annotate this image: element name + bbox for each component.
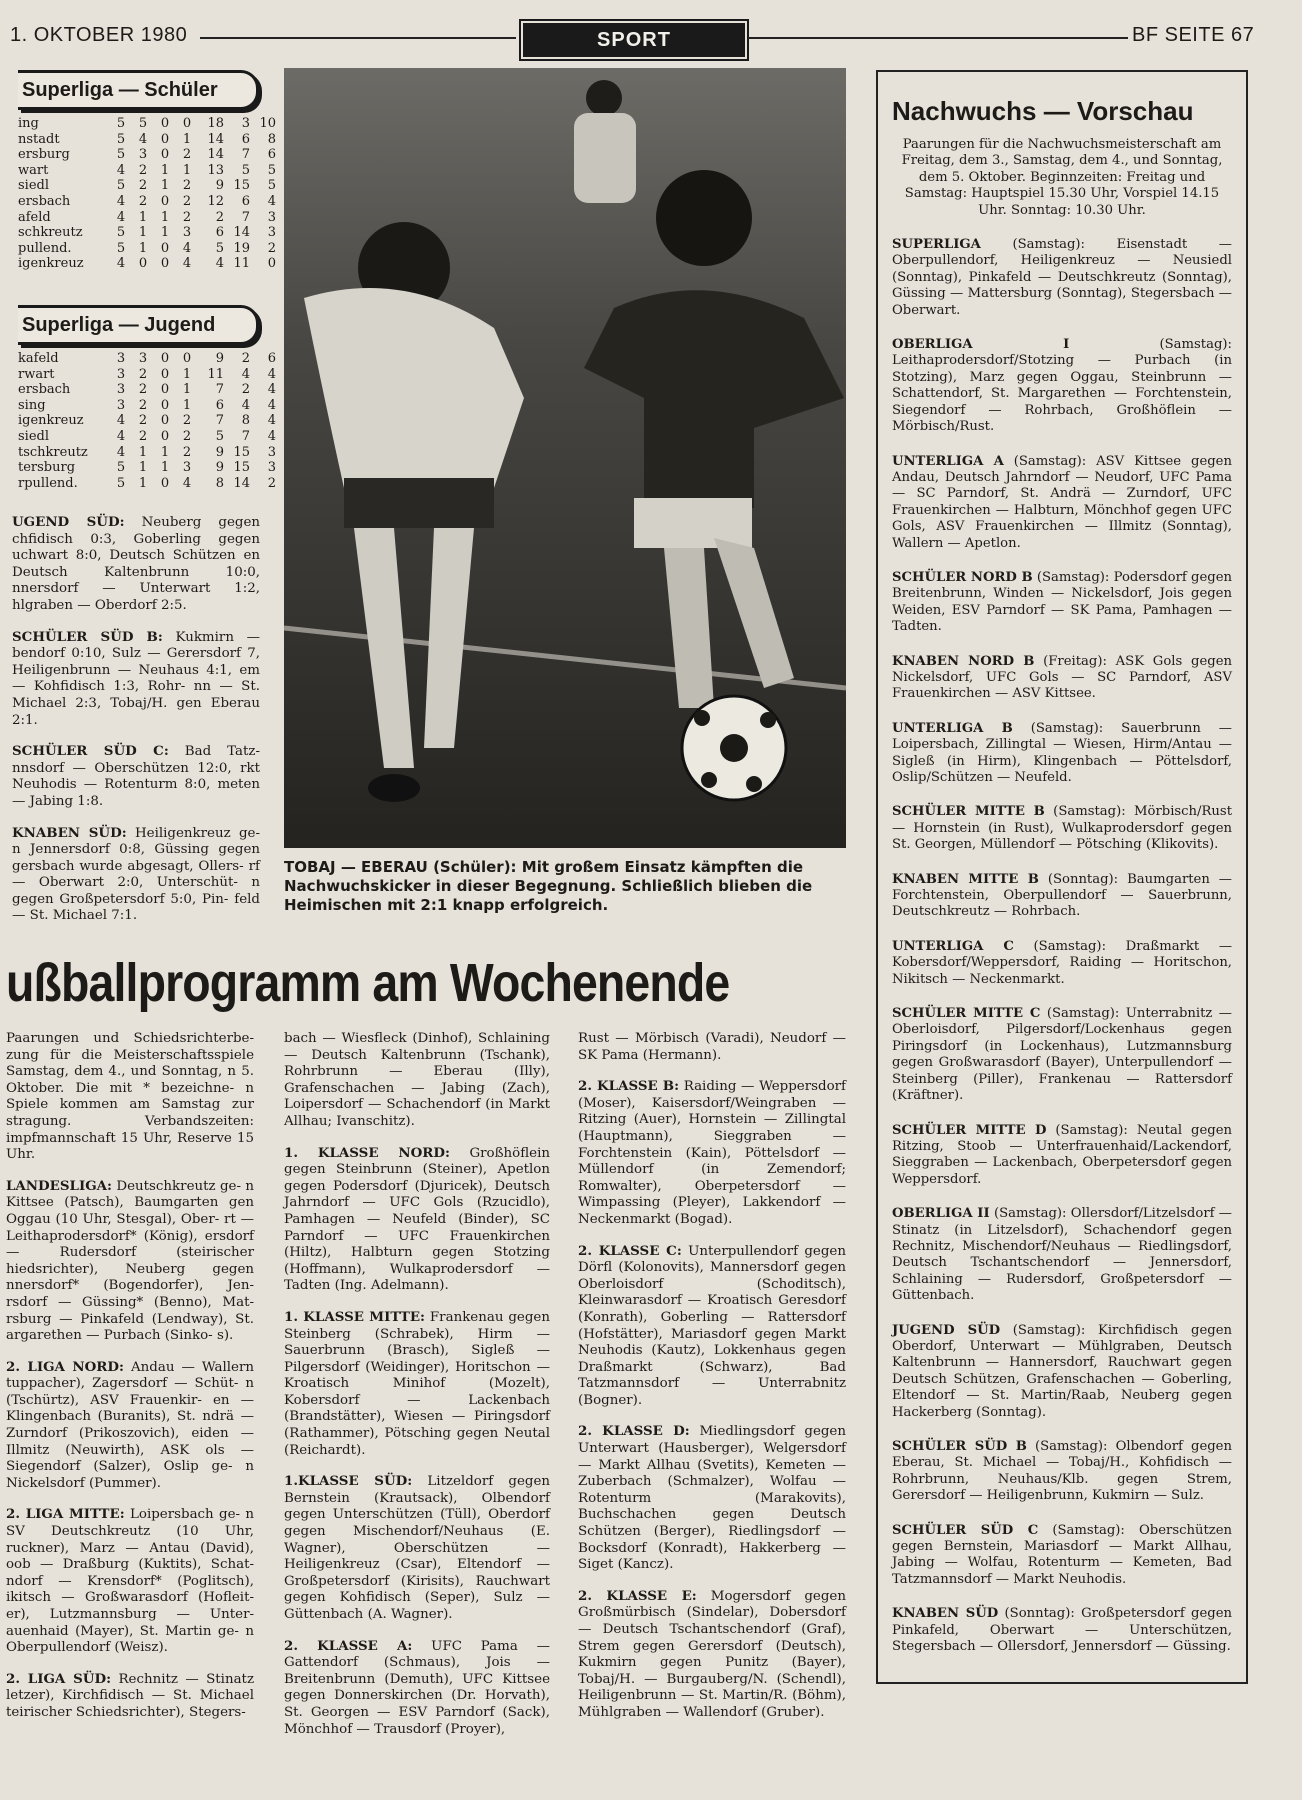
standings-row [18, 147, 276, 163]
photo-illustration [284, 68, 846, 848]
stat-cell: 0 [160, 397, 170, 413]
preview-sidebar [876, 70, 1248, 1684]
stat-cell: 4 [116, 413, 126, 429]
stat-cell: 4 [241, 397, 250, 413]
sidebar-item: SCHÜLER SÜD B (Samstag): Olbendorf gegen Eberau, St. Michael — Tobaj/H., Kohfidisch — Rohrbrunn, Neuhaus/Klb. gegen Strem, Gerersdorf — Heiligenbrunn, Kukmirn — Sulz. [892, 1439, 1232, 1504]
stat-cell: 3 [116, 351, 126, 366]
stat-cell: 2 [138, 178, 148, 194]
standings-row [18, 398, 276, 414]
stat-cell: 0 [160, 147, 170, 163]
stat-cell: 5 [116, 178, 126, 194]
standings-row [18, 163, 276, 179]
stat-cell: 5 [215, 240, 224, 256]
stat-cell: 7 [241, 428, 250, 444]
article-paragraph: 2. LIGA MITTE: Loipersbach ge- n SV Deutschkreutz (10 Uhr, ruckner), Marz — Antau (David), oob — Draßburg (Kuktits), Schat- ndorf — Krensdorf* (Poglitsch), ikitsch — Großwarasdorf (Hofleit- er), Lutzmannsburg — Unter- auenhaid (Mayer), St. Martin ge- n Oberpullendorf (Weisz). [6, 1506, 254, 1656]
stat-cell: 4 [267, 397, 276, 413]
stat-cell: 3 [267, 460, 276, 476]
stat-cell: 2 [267, 475, 276, 491]
sidebar-item: SCHÜLER MITTE C (Samstag): Unterrabnitz — Oberloisdorf, Pilgersdorf/Lockenhaus gegen Piringsdorf (in Lockenhaus), Lutzmannsburg gegen Großwarasdorf (Bayer), Unterpullendorf — Steinberg (Piller), Frankenau — Rattersdorf (Kräftner). [892, 1006, 1232, 1104]
stat-cell: 3 [241, 116, 250, 131]
stat-cell: 1 [182, 382, 192, 398]
sidebar-item: KNABEN MITTE B (Sonntag): Baumgarten — Forchtenstein, Oberpullendorf — Sauerbrunn, Deutschkreutz — Rohrbach. [892, 871, 1232, 920]
stat-cell: 4 [267, 382, 276, 398]
stat-cell: 1 [138, 444, 148, 460]
standings-row [18, 132, 276, 148]
stat-cell: 2 [138, 428, 148, 444]
stat-cell: 6 [267, 147, 276, 163]
result-block: UGEND SÜD: Neuberg gegen chfidisch 0:3, Goberling gegen uchwart 8:0, Deutsch Schützen en Deutsch Kaltenbrunn 10:0, nnersdorf — Unterwart 1:2, hlgraben — Oberdorf 2:5. [12, 514, 260, 613]
team-name: pullend. [18, 240, 72, 256]
team-name: afeld [18, 209, 51, 225]
stat-cell: 5 [116, 225, 126, 241]
stat-cell: 4 [116, 209, 126, 225]
article-column-3 [578, 1030, 846, 1736]
stat-cell: 3 [267, 209, 276, 225]
article-paragraph: 2. LIGA NORD: Andau — Wallern tuppacher), Zagersdorf — Schüt- n (Tschürtz), ASV Frauenkir- en — Klingenbach (Buranits), St. ndrä — Zurndorf (Prikoszovich), eiden — Illmitz (Neuwirth), ASK ols — Siegendorf (Salzer), Oslip ge- n Nickelsdorf (Pummer). [6, 1358, 254, 1491]
stat-cell: 2 [182, 444, 192, 460]
standings-row [18, 178, 276, 194]
stat-cell: 3 [116, 397, 126, 413]
sidebar-intro: Paarungen für die Nachwuchsmeisterschaft am Freitag, dem 3., Samstag, dem 4., und Sonntag, dem 5. Oktober. Beginnzeiten: Freitag und Samstag: Hauptspiel 15.30 Uhr, Vorspiel 14.15 Uhr. Sonntag: 10.30 Uhr. [901, 137, 1223, 218]
team-name: igenkreuz [18, 413, 84, 429]
stat-cell: 1 [138, 475, 148, 491]
stat-cell: 2 [241, 382, 250, 398]
stat-cell: 0 [160, 256, 170, 272]
stat-cell: 4 [138, 131, 148, 147]
standings-row [18, 382, 276, 398]
stat-cell: 3 [182, 225, 192, 241]
stat-cell: 0 [138, 256, 148, 272]
article-paragraph: 1.KLASSE SÜD: Litzeldorf gegen Bernstein (Krautsack), Olbendorf gegen Unterschützen (Tüll), Oberdorf gegen Mischendorf/Neuhaus (E. Wagner), Oberschützen — Heiligenkreuz (Csar), Eltendorf — Großpetersdorf (Kirisits), Rauchwart gegen Kohfidisch (Seper), Sulz — Güttenbach (A. Wagner). [284, 1473, 551, 1622]
section-label: SPORT [523, 23, 745, 57]
team-name: rpullend. [18, 475, 78, 491]
sidebar-item: JUGEND SÜD (Samstag): Kirchfidisch gegen Oberdorf, Unterwart — Mühlgraben, Deutsch Kaltenbrunn — Hannersdorf, Rauchwart gegen Deutsch Schützen, Grafenschachen — Goberling, Eltendorf — St. Martin/Raab, Neuberg gegen Hackerberg (Sonntag). [892, 1322, 1232, 1420]
stat-cell: 13 [207, 162, 224, 178]
stat-cell: 2 [138, 397, 148, 413]
article-paragraph: 2. LIGA SÜD: Rechnitz — Stinatz letzer), Kirchfidisch — St. Michael teirischer Schiedsrichter), Stegers- [6, 1670, 254, 1720]
stat-cell: 7 [215, 413, 224, 429]
stat-cell: 5 [267, 178, 276, 194]
stat-cell: 4 [267, 413, 276, 429]
stat-cell: 4 [116, 256, 126, 272]
stat-cell: 4 [267, 428, 276, 444]
standings-row [18, 116, 276, 132]
jugend-table-title: Superliga — Jugend [18, 305, 259, 345]
sidebar-item: KNABEN NORD B (Freitag): ASK Gols gegen Nickelsdorf, UFC Gols — SC Parndorf, ASV Frauenkirchen — ASV Kittsee. [892, 653, 1232, 702]
stat-cell: 2 [138, 366, 148, 382]
stat-cell: 0 [160, 475, 170, 491]
stat-cell: 2 [182, 193, 192, 209]
stat-cell: 3 [182, 460, 192, 476]
sidebar-item: OBERLIGA II (Samstag): Ollersdorf/Litzelsdorf — Stinatz (in Litzelsdorf), Schachendorf gegen Rechnitz, Mischendorf/Neuhaus — Riedlingsdorf, Deutsch Tschantschendorf — Jennersdorf, Schlaining — Rudersdorf, Großpetersdorf — Güttenbach. [892, 1206, 1232, 1304]
article-paragraph: 1. KLASSE NORD: Großhöflein gegen Steinbrunn (Steiner), Apetlon gegen Podersdorf (Djuricek), Deutsch Jahrndorf — UFC Gols (Rzucidlo), Pamhagen — Neufeld (Binder), SC Parndorf — UFC Frauenkirchen (Hiltz), Halbturn gegen Stotzing (Hoffmann), Wulkaprodersdorf — Tadten (Ing. Adelmann). [284, 1144, 550, 1294]
team-name: rwart [18, 366, 55, 382]
stat-cell: 4 [182, 240, 192, 256]
sidebar-item: UNTERLIGA C (Samstag): Draßmarkt — Kobersdorf/Weppersdorf, Raiding — Horitschon, Nikitsch — Neckenmarkt. [892, 938, 1233, 987]
stat-cell: 0 [160, 116, 170, 131]
stat-cell: 1 [182, 162, 192, 178]
stat-cell: 9 [215, 178, 224, 194]
standings-row [18, 241, 276, 257]
stat-cell: 8 [267, 131, 276, 147]
stat-cell: 7 [215, 382, 224, 398]
standings-row [18, 429, 276, 445]
stat-cell: 4 [182, 256, 192, 272]
stat-cell: 0 [160, 240, 170, 256]
stat-cell: 4 [116, 162, 126, 178]
stat-cell: 10 [259, 116, 276, 131]
stat-cell: 6 [241, 131, 250, 147]
stat-cell: 8 [241, 413, 250, 429]
standings-row [18, 256, 276, 272]
stat-cell: 2 [182, 413, 192, 429]
stat-cell: 5 [241, 162, 250, 178]
stat-cell: 1 [160, 444, 170, 460]
sidebar-item: UNTERLIGA B (Samstag): Sauerbrunn — Loipersbach, Zillingtal — Wiesen, Hirm/Antau — Sigleß (in Hirm), Klingenbach — Pöttelsdorf, Oslip/Schützen — Neufeld. [892, 720, 1232, 785]
article-headline: ußballprogramm am Wochenende [6, 953, 730, 1013]
stat-cell: 4 [182, 475, 192, 491]
stat-cell: 6 [267, 351, 276, 366]
stat-cell: 2 [182, 147, 192, 163]
stat-cell: 6 [241, 193, 250, 209]
standings-row [18, 351, 276, 367]
stat-cell: 3 [138, 147, 148, 163]
standings-row [18, 476, 276, 492]
sidebar-item: SCHÜLER MITTE D (Samstag): Neutal gegen Ritzing, Stoob — Unterfrauenhaid/Lackendorf, Sieggraben — Lackenbach, Oberpetersdorf gegen Weppersdorf. [892, 1122, 1233, 1187]
result-block: SCHÜLER SÜD B: Kukmirn — bendorf 0:10, Sulz — Gerersdorf 7, Heiligenbrunn — Neuhaus 4:1, em — Kohfidisch 1:3, Rohr- nn — St. Michael 2:3, Tobaj/H. gen Eberau 2:1. [12, 628, 261, 728]
stat-cell: 2 [138, 413, 148, 429]
stat-cell: 11 [207, 366, 224, 382]
standings-row [18, 367, 276, 383]
stat-cell: 15 [233, 444, 250, 460]
stat-cell: 18 [207, 116, 224, 131]
header-rule-left [200, 37, 516, 39]
stat-cell: 2 [182, 428, 192, 444]
stat-cell: 4 [116, 444, 126, 460]
left-results [12, 514, 260, 939]
article-paragraph: Paarungen und Schiedsrichterbe- zung für die Meisterschaftsspiele Samstag, dem 4., und Sonntag, n 5. Oktober. Die mit * bezeichne- n Spiele kommen am Samstag zur stragung. Verbandszeiten: impfmannschaft 15 Uhr, Reserve 15 Uhr. [6, 1031, 254, 1163]
stat-cell: 1 [182, 131, 192, 147]
team-name: tersburg [18, 460, 76, 476]
stat-cell: 1 [138, 225, 148, 241]
stat-cell: 14 [233, 225, 250, 241]
stat-cell: 0 [182, 351, 192, 366]
stat-cell: 1 [160, 209, 170, 225]
stat-cell: 0 [160, 382, 170, 398]
stat-cell: 14 [207, 131, 224, 147]
header-date: 1. OKTOBER 1980 [10, 24, 188, 46]
team-name: ersbach [18, 382, 71, 398]
team-name: tschkreutz [18, 444, 88, 460]
stat-cell: 1 [182, 366, 192, 382]
article-paragraph: 1. KLASSE MITTE: Frankenau gegen Steinberg (Schrabek), Hirm — Sauerbrunn (Brasch), Sigleß — Pilgersdorf (Weidinger), Horitschon — Kroatisch Minihof (Mozelt), Kobersdorf — Lackenbach (Brandstätter), Wiesen — Piringsdorf (Rathammer), Pötsching gegen Neutal (Reichardt). [284, 1308, 550, 1458]
article-paragraph: bach — Wiesfleck (Dinhof), Schlaining — Deutsch Kaltenbrunn (Tschank), Rohrbrunn — Eberau (Illy), Grafenschachen — Jabing (Zach), Loipersdorf — Schachendorf (in Markt Allhau; Ivanschitz). [284, 1031, 550, 1129]
standings-row [18, 460, 276, 476]
stat-cell: 2 [215, 209, 224, 225]
stat-cell: 1 [160, 162, 170, 178]
stat-cell: 14 [207, 147, 224, 163]
stat-cell: 1 [160, 460, 170, 476]
stat-cell: 5 [116, 116, 126, 131]
result-block: SCHÜLER SÜD C: Bad Tatz- nnsdorf — Oberschützen 12:0, rkt Neuhodis — Rotenturm 8:0, meten — Jabing 1:8. [12, 743, 260, 809]
stat-cell: 4 [215, 256, 224, 272]
stat-cell: 5 [116, 240, 126, 256]
stat-cell: 3 [116, 382, 126, 398]
team-name: wart [18, 162, 49, 178]
sidebar-item: SCHÜLER NORD B (Samstag): Podersdorf gegen Breitenbrunn, Winden — Nickelsdorf, Jois gegen Weiden, ESV Parndorf — SK Pama, Pamhagen — Tadten. [892, 569, 1232, 635]
stat-cell: 1 [138, 240, 148, 256]
stat-cell: 1 [160, 225, 170, 241]
team-name: nstadt [18, 131, 60, 147]
article-paragraph: 2. KLASSE A: UFC Pama — Gattendorf (Schmaus), Jois — Breitenbrunn (Demuth), UFC Kittsee gegen Donnerskirchen (Dr. Horvath), St. Georgen — ESV Parndorf (Sack), Mönchhof — Trausdorf (Proyer), [284, 1637, 550, 1737]
stat-cell: 1 [138, 460, 148, 476]
schueler-table-title: Superliga — Schüler [18, 70, 259, 110]
stat-cell: 0 [267, 256, 276, 272]
schueler-standings-table [18, 116, 276, 272]
sidebar-items [892, 237, 1232, 1655]
photo-caption: TOBAJ — EBERAU (Schüler): Mit großem Einsatz kämpften die Nachwuchskicker in dieser Begegnung. Schließlich blieben die Heimischen mit 2:1 knapp erfolgreich. [284, 858, 813, 914]
stat-cell: 1 [138, 209, 148, 225]
sidebar-item: SCHÜLER MITTE B (Samstag): Mörbisch/Rust — Hornstein (in Rust), Wulkaprodersdorf gegen St. Georgen, Müllendorf — Pötsching (Klikovits). [892, 804, 1232, 853]
stat-cell: 4 [116, 428, 126, 444]
team-name: igenkreuz [18, 256, 84, 272]
standings-row [18, 445, 276, 461]
stat-cell: 3 [267, 444, 276, 460]
team-name: ersbach [18, 193, 71, 209]
sidebar-item: OBERLIGA I (Samstag): Leithaprodersdorf/Stotzing — Purbach (in Stotzing), Marz gegen Oggau, Steinbrunn — Schattendorf, St. Margarethen — Forchtenstein, Siegendorf — Rohrbach, Großhöflein — Mörbisch/Rust. [892, 337, 1232, 435]
stat-cell: 5 [116, 147, 126, 163]
article-column-1 [6, 1030, 254, 1736]
team-name: ersburg [18, 147, 70, 163]
header-page: BF SEITE 67 [1132, 24, 1255, 46]
article-paragraph: LANDESLIGA: Deutschkreutz ge- n Kittsee (Patsch), Baumgarten gen Oggau (10 Uhr, Stesgal), Ober- rt — Leithaprodersdorf* (König), ersdorf — Rudersdorf (steirischer hiedsrichter), Neuberg gegen nnersdorf* (Bogendorfer), Jen- rsdorf — Güssing* (Benno), Mat- rsburg — Pinkafeld (Lendway), St. argarethen — Purbach (Sinko- s). [6, 1177, 254, 1344]
stat-cell: 9 [215, 351, 224, 366]
stat-cell: 2 [138, 382, 148, 398]
team-name: siedl [18, 178, 50, 194]
stat-cell: 0 [160, 413, 170, 429]
sidebar-item: SCHÜLER SÜD C (Samstag): Oberschützen gegen Bernstein, Mariasdorf — Markt Allhau, Jabing — Wolfau, Rotenturm — Kemeten, Bad Tatzmannsdorf — Markt Neuhodis. [892, 1522, 1232, 1587]
stat-cell: 4 [241, 366, 250, 382]
stat-cell: 5 [116, 131, 126, 147]
stat-cell: 12 [207, 193, 224, 209]
match-photo [284, 68, 846, 848]
stat-cell: 3 [138, 351, 148, 366]
header-rule-right [748, 37, 1128, 39]
stat-cell: 6 [215, 225, 224, 241]
stat-cell: 9 [215, 444, 224, 460]
result-block: KNABEN SÜD: Heiligenkreuz ge- n Jennersdorf 0:8, Güssing gegen gersbach wurde abgesagt, Ollers- rf — Oberwart 2:0, Unterschüt- n gegen Großpetersdorf 5:0, Pin- feld — St. Michael 7:1. [12, 824, 260, 924]
stat-cell: 4 [267, 366, 276, 382]
stat-cell: 7 [241, 209, 250, 225]
stat-cell: 3 [116, 366, 126, 382]
stat-cell: 2 [138, 193, 148, 209]
stat-cell: 0 [160, 366, 170, 382]
stat-cell: 15 [233, 178, 250, 194]
stat-cell: 2 [241, 351, 250, 366]
stat-cell: 5 [116, 460, 126, 476]
article-paragraph: 2. KLASSE C: Unterpullendorf gegen Dörfl (Kolonovits), Mannersdorf gegen Oberloisdorf (Schoditsch), Kleinwarasdorf — Kroatisch Geresdorf (Konrath), Goberling — Rattersdorf (Hofstätter), Mariasdorf gegen Markt Neuhodis (Kautz), Lokkenhaus gegen Draßmarkt (Schwarz), Bad Tatzmannsdorf — Unterrabnitz (Bogner). [578, 1242, 846, 1408]
stat-cell: 2 [267, 240, 276, 256]
team-name: ing [18, 116, 39, 131]
stat-cell: 15 [233, 460, 250, 476]
stat-cell: 7 [241, 147, 250, 163]
stat-cell: 1 [160, 178, 170, 194]
article-paragraph: 2. KLASSE E: Mogersdorf gegen Großmürbisch (Sindelar), Dobersdorf — Deutsch Tschantschendorf (Graf), Strem gegen Gerersdorf (Deutsch), Kukmirn gegen Punitz (Bayer), Tobaj/H. — Burgauberg/N. (Schendl), Heiligenbrunn — St. Martin/R. (Böhm), Mühlgraben — Wallendorf (Gruber). [578, 1587, 846, 1720]
stat-cell: 0 [160, 428, 170, 444]
stat-cell: 5 [267, 162, 276, 178]
sidebar-item: UNTERLIGA A (Samstag): ASV Kittsee gegen Andau, Deutsch Jahrndorf — Neudorf, UFC Pama — SC Parndorf, St. Andrä — Zurndorf, UFC Frauenkirchen — Halbturn, Mönchhof gegen UFC Gols, ASV Frauenkirchen — Illmitz (Sonntag), Wallern — Apetlon. [892, 453, 1232, 551]
stat-cell: 3 [267, 225, 276, 241]
article-paragraph: Rust — Mörbisch (Varadi), Neudorf — SK Pama (Hermann). [578, 1031, 846, 1063]
stat-cell: 5 [116, 475, 126, 491]
stat-cell: 14 [233, 475, 250, 491]
stat-cell: 5 [138, 116, 148, 131]
stat-cell: 2 [138, 162, 148, 178]
stat-cell: 1 [182, 397, 192, 413]
article-paragraph: 2. KLASSE B: Raiding — Weppersdorf (Moser), Kaisersdorf/Weingraben — Ritzing (Auer), Hornstein — Zillingtal (Hauptmann), Sieggraben — Forchtenstein (Kain), Pöttelsdorf — Müllendorf (in Zemendorf; Romwalter), Oberpetersdorf — Wimpassing (Pleyer), Lakkendorf — Neckenmarkt (Bogad). [578, 1078, 846, 1227]
standings-row [18, 210, 276, 226]
stat-cell: 2 [182, 178, 192, 194]
stat-cell: 19 [233, 240, 250, 256]
stat-cell: 9 [215, 460, 224, 476]
stat-cell: 6 [215, 397, 224, 413]
stat-cell: 4 [267, 193, 276, 209]
team-name: sing [18, 397, 46, 413]
standings-row [18, 413, 276, 429]
standings-row [18, 194, 276, 210]
stat-cell: 8 [215, 475, 224, 491]
sidebar-item: KNABEN SÜD (Sonntag): Großpetersdorf gegen Pinkafeld, Oberwart — Unterschützen, Stegersbach — Ollersdorf, Jennersdorf — Güssing. [892, 1606, 1232, 1655]
team-name: siedl [18, 428, 50, 444]
sidebar-title: Nachwuchs — Vorschau [892, 96, 1194, 126]
stat-cell: 5 [215, 428, 224, 444]
stat-cell: 2 [182, 209, 192, 225]
stat-cell: 4 [116, 193, 126, 209]
article-column-2 [284, 1030, 550, 1752]
stat-cell: 0 [160, 131, 170, 147]
stat-cell: 0 [160, 351, 170, 366]
stat-cell: 11 [233, 256, 250, 272]
jugend-standings-table [18, 351, 276, 491]
team-name: schkreutz [18, 225, 83, 241]
stat-cell: 0 [160, 193, 170, 209]
team-name: kafeld [18, 351, 59, 366]
article-paragraph: 2. KLASSE D: Miedlingsdorf gegen Unterwart (Hausberger), Welgersdorf — Markt Allhau (Svetits), Kemeten — Zuberbach (Schmalzer), Wolfau — Rotenturm (Marakovits), Buchschachen gegen Deutsch Schützen (Berger), Riedlingsdorf — Bocksdorf (Konradt), Hakkerberg — Siget (Kancz). [578, 1423, 846, 1573]
sidebar-item: SUPERLIGA (Samstag): Eisenstadt — Oberpullendorf, Heiligenkreuz — Neusiedl (Sonntag), Pinkafeld — Deutschkreutz (Sonntag), Güssing — Mattersburg (Sonntag), Stegersbach — Oberwart. [892, 237, 1232, 318]
stat-cell: 0 [182, 116, 192, 131]
standings-row [18, 225, 276, 241]
